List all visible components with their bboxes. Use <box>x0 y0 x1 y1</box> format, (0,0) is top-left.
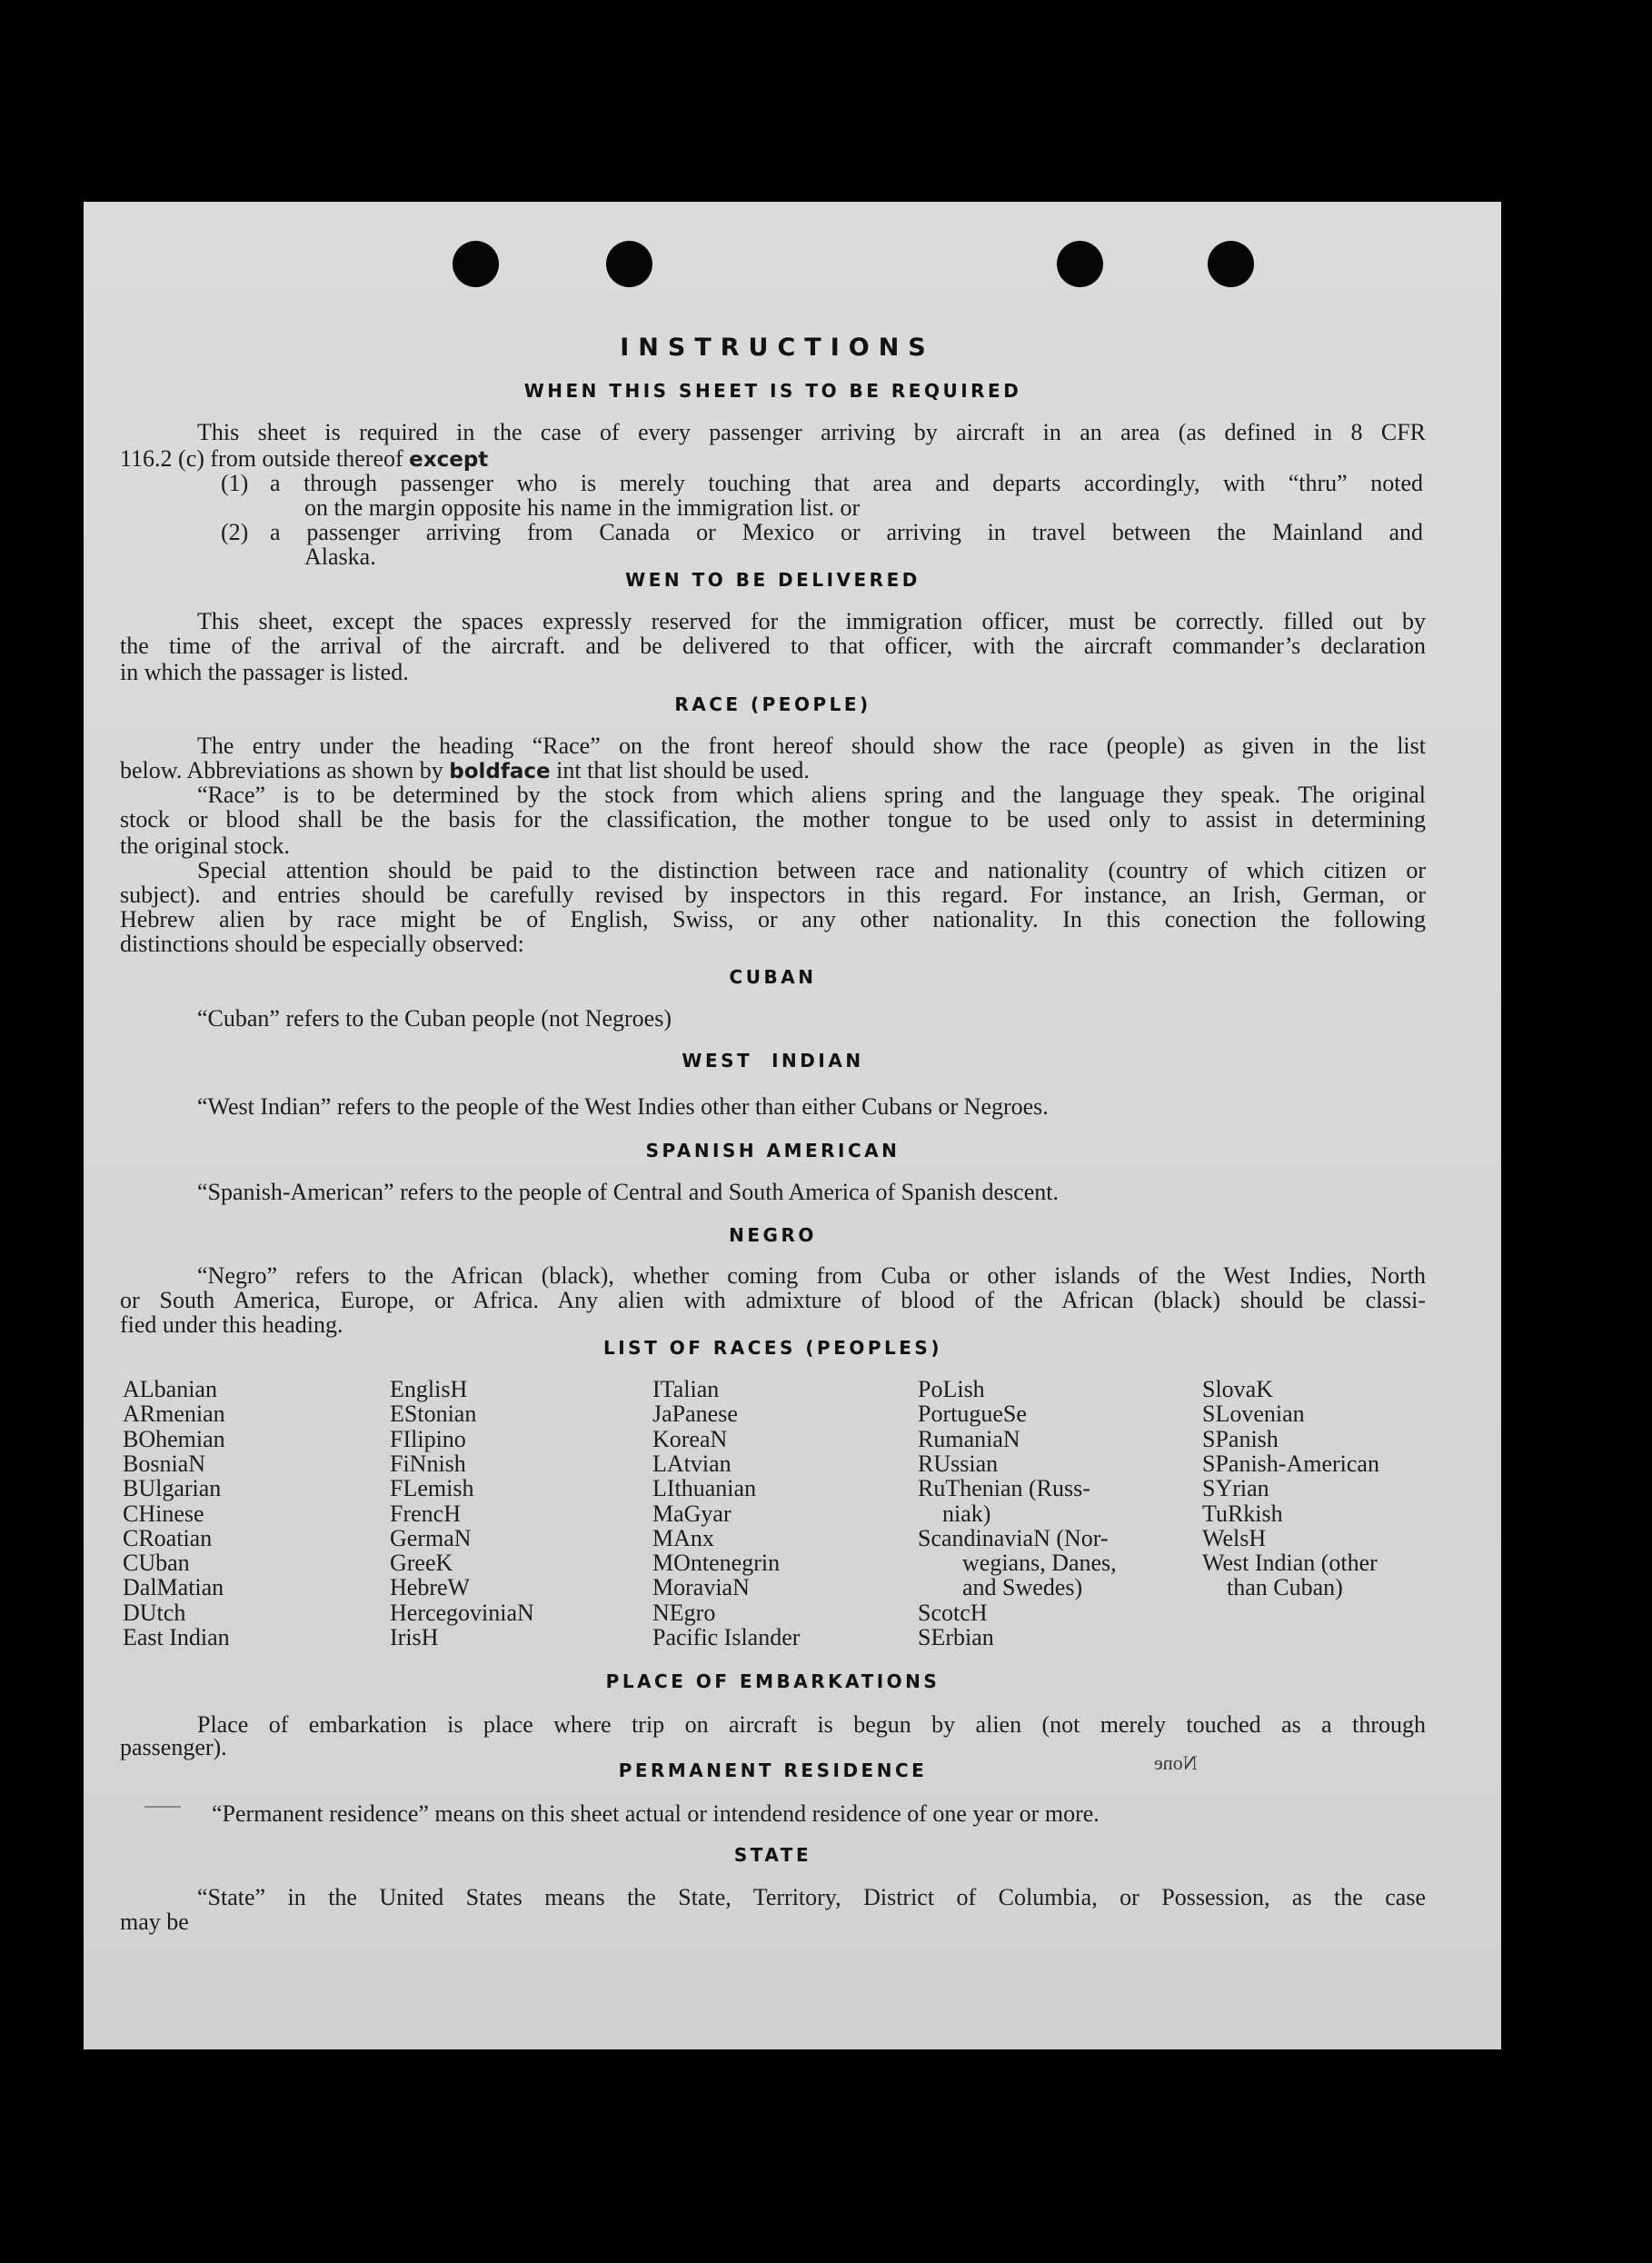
item-number: (2) <box>221 519 249 545</box>
heading-when-delivered: WEN TO BE DELIVERED <box>625 569 921 591</box>
text-line: a passenger arriving from Canada or Mexico or arriving in travel between the Mainland and <box>270 519 1423 545</box>
race-item: PortugueSe <box>918 1401 1027 1428</box>
race-item: LAtvian <box>652 1450 731 1477</box>
text-line: Place of embarkation is place where trip on aircraft is begun by alien (not merely touched as a through <box>197 1711 1426 1738</box>
punch-hole <box>606 241 652 287</box>
text-run: int that list should be used. <box>550 757 810 783</box>
punch-hole <box>453 241 499 287</box>
race-item-continuation: than Cuban) <box>1227 1574 1343 1601</box>
text-line: The entry under the heading “Race” on the front hereof should show the race (people) as given in the list <box>197 733 1426 759</box>
race-item: MoraviaN <box>652 1574 750 1601</box>
text-run: 116.2 (c) from outside thereof <box>120 445 410 472</box>
race-item: EnglisH <box>390 1376 468 1402</box>
race-item: ScotcH <box>918 1599 988 1626</box>
text-line <box>120 758 1426 784</box>
race-item: RuThenian (Russ- <box>918 1475 1090 1502</box>
race-item: FrencH <box>390 1500 461 1527</box>
text-line: on the margin opposite his name in the immigration list. or <box>304 494 861 521</box>
race-item: SlovaK <box>1202 1376 1273 1402</box>
text-line: This sheet, except the spaces expressly reserved for the immigration officer, must be correctly. filled out by <box>197 608 1426 634</box>
race-item: KoreaN <box>652 1425 728 1452</box>
text-line: Alaska. <box>304 543 376 570</box>
race-item: ALbanian <box>123 1376 217 1402</box>
race-item: MAnx <box>652 1524 714 1551</box>
race-item: NEgro <box>652 1599 716 1626</box>
race-item: MaGyar <box>652 1500 731 1527</box>
race-item: ScandinaviaN (Nor- <box>918 1524 1109 1551</box>
text-line: “Race” is to be determined by the stock from which aliens spring and the language they speak. The original <box>197 782 1426 808</box>
text-line: distinctions should be especially observed: <box>120 931 524 957</box>
heading-when-required: WHEN THIS SHEET IS TO BE REQUIRED <box>523 380 1022 402</box>
heading-race: RACE (PEOPLE) <box>674 693 871 715</box>
race-item: GermaN <box>390 1524 472 1551</box>
race-item: BUlgarian <box>123 1475 222 1502</box>
text-line <box>120 446 1426 473</box>
race-item: CHinese <box>123 1500 204 1527</box>
text-line: a through passenger who is merely touching that area and departs accordingly, with “thru” noted <box>270 470 1423 496</box>
heading-cuban: CUBAN <box>729 966 817 988</box>
text-line: “State” in the United States means the State, Territory, District of Columbia, or Possession, as the case <box>197 1884 1426 1910</box>
race-item: IrisH <box>390 1624 439 1650</box>
text-line: Hebrew alien by race might be of English, Swiss, or any other nationality. In this conection the following <box>120 906 1426 932</box>
bold-text: except <box>409 448 489 472</box>
text-line: “West Indian” refers to the people of the West Indies other than either Cubans or Negroes. <box>197 1093 1049 1120</box>
race-item: ARmenian <box>123 1401 225 1428</box>
text-line: This sheet is required in the case of every passenger arriving by aircraft in an area (as defined in 8 CFR <box>197 419 1426 445</box>
race-item: SPanish-American <box>1202 1450 1379 1477</box>
text-line: the time of the arrival of the aircraft. and be delivered to that officer, with the aircraft commander’s declaration <box>120 633 1426 659</box>
race-item: EStonian <box>390 1401 477 1428</box>
document-title: INSTRUCTIONS <box>620 334 935 362</box>
race-item: BosniaN <box>123 1450 205 1477</box>
text-line: passenger). <box>120 1734 227 1760</box>
race-item: FLemish <box>390 1475 474 1502</box>
heading-spanish-american: SPANISH AMERICAN <box>645 1140 901 1161</box>
race-item: FiNnish <box>390 1450 466 1477</box>
heading-negro: NEGRO <box>729 1224 817 1246</box>
race-item: HercegoviniaN <box>390 1599 534 1626</box>
race-item: JaPanese <box>652 1401 738 1428</box>
race-item: SLovenian <box>1202 1401 1305 1428</box>
heading-state: STATE <box>733 1844 812 1866</box>
race-item: BOhemian <box>123 1425 225 1452</box>
race-item: Pacific Islander <box>652 1624 801 1650</box>
race-item: HebreW <box>390 1574 471 1601</box>
heading-west-indian: WEST INDIAN <box>682 1050 864 1072</box>
race-item: DalMatian <box>123 1574 224 1601</box>
race-item: WelsH <box>1202 1524 1267 1551</box>
text-line: may be <box>120 1909 189 1935</box>
bleed-through-text: None <box>1154 1751 1198 1774</box>
text-run: below. Abbreviations as shown by <box>120 757 450 783</box>
item-number: (1) <box>221 470 249 496</box>
race-item: RUssian <box>918 1450 999 1477</box>
text-line: “Permanent residence” means on this sheet actual or intendend residence of one year or more. <box>212 1800 1100 1827</box>
heading-permanent-residence: PERMANENT RESIDENCE <box>618 1760 928 1781</box>
text-line: in which the passager is listed. <box>120 659 409 685</box>
punch-hole <box>1208 241 1254 287</box>
race-item: East Indian <box>123 1624 230 1650</box>
heading-place-of-embarkation: PLACE OF EMBARKATIONS <box>605 1670 940 1692</box>
race-item: MOntenegrin <box>652 1550 781 1577</box>
punch-hole <box>1057 241 1103 287</box>
text-line: fied under this heading. <box>120 1311 343 1338</box>
race-item-continuation: and Swedes) <box>962 1574 1083 1601</box>
race-item: ITalian <box>652 1376 720 1402</box>
text-line: stock or blood shall be the basis for the classification, the mother tongue to be used only to assist in determining <box>120 806 1426 832</box>
bold-text: boldface <box>449 760 551 783</box>
scan-mark <box>144 1806 181 1808</box>
text-line: “Cuban” refers to the Cuban people (not Negroes) <box>197 1005 672 1032</box>
document-page <box>84 202 1501 2049</box>
race-item: CUban <box>123 1550 190 1577</box>
race-item: SYrian <box>1202 1475 1269 1502</box>
race-item-continuation: niak) <box>942 1500 991 1527</box>
race-item: TuRkish <box>1202 1500 1283 1527</box>
race-item: West Indian (other <box>1202 1550 1378 1577</box>
race-item: SErbian <box>918 1624 994 1650</box>
text-line: “Spanish-American” refers to the people of Central and South America of Spanish descent. <box>197 1179 1059 1205</box>
text-line: subject). and entries should be carefully revised by inspectors in this regard. For instance, an Irish, German, or <box>120 882 1426 908</box>
race-item: PoLish <box>918 1376 985 1402</box>
text-line: or South America, Europe, or Africa. Any alien with admixture of blood of the African (black) should be classi- <box>120 1287 1426 1313</box>
race-item: DUtch <box>123 1599 186 1626</box>
race-item: CRoatian <box>123 1524 213 1551</box>
race-item: LIthuanian <box>652 1475 757 1502</box>
race-item: GreeK <box>390 1550 453 1577</box>
text-line: Special attention should be paid to the distinction between race and nationality (country of which citizen or <box>197 857 1426 883</box>
race-item: SPanish <box>1202 1425 1279 1452</box>
text-line: “Negro” refers to the African (black), whether coming from Cuba or other islands of the West Indies, North <box>197 1262 1426 1289</box>
race-item: FIlipino <box>390 1425 466 1452</box>
race-item: RumaniaN <box>918 1425 1020 1452</box>
race-item-continuation: wegians, Danes, <box>962 1550 1117 1577</box>
heading-list-of-races: LIST OF RACES (PEOPLES) <box>603 1337 942 1359</box>
text-line: the original stock. <box>120 832 291 859</box>
